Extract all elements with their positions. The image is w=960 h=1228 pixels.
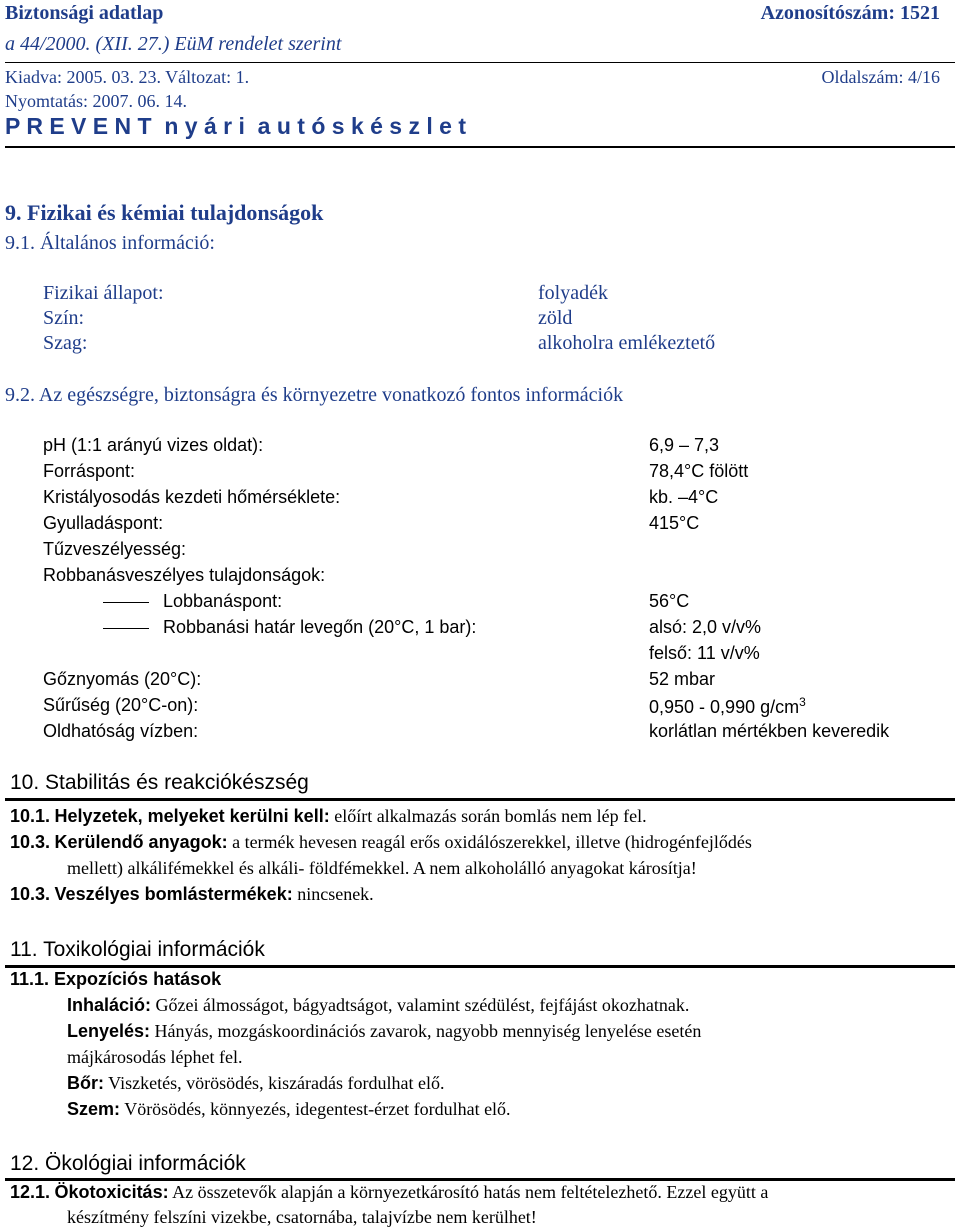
- document-title: Biztonsági adatlap: [5, 2, 164, 24]
- density-label: Sűrűség (20°C-on):: [43, 695, 199, 715]
- section-10-decomposition-label: Veszélyes bomlástermékek:: [54, 884, 293, 904]
- section-9-title: 9. Fizikai és kémiai tulajdonságok: [5, 200, 324, 225]
- section-10-3-text: a termék hevesen reagál erős oxidálószerekkel, illetve (hidrogénfejlődés: [227, 832, 752, 852]
- density-number: 0,950 - 0,990 g/cm: [649, 697, 800, 717]
- odor-label: Szag:: [43, 332, 88, 354]
- skin-text: Viszketés, vörösödés, kiszáradás fordulhat elő.: [104, 1073, 445, 1093]
- flash-point-row: [103, 591, 282, 612]
- section-12-1-line: [10, 1182, 768, 1203]
- explosion-limit-row: [103, 617, 476, 638]
- color-value: zöld: [538, 307, 573, 329]
- boiling-point-value: 78,4°C fölött: [649, 461, 749, 481]
- density-value: [649, 695, 806, 718]
- explosion-limit-lower: alsó: 2,0 v/v%: [649, 617, 762, 637]
- density-exponent: 3: [799, 695, 806, 709]
- product-name: P R E V E N T n y á r i a u t ó s k é s z l e t: [5, 113, 466, 139]
- solubility-label: Oldhatóság vízben:: [43, 721, 199, 741]
- section-12-1-number: 12.1.: [10, 1182, 51, 1202]
- ingestion-label: Lenyelés:: [67, 1021, 151, 1041]
- section-11-title: 11. Toxikológiai információk: [10, 938, 265, 961]
- regulation-reference: a 44/2000. (XII. 27.) EüM rendelet szerint: [5, 33, 342, 55]
- page-number: Oldalszám: 4/16: [821, 67, 940, 87]
- section-11-1-title: 11.1. Expozíciós hatások: [10, 969, 222, 989]
- ingestion-continuation: májkárosodás léphet fel.: [67, 1047, 243, 1067]
- boiling-point-label: Forráspont:: [43, 461, 136, 481]
- flash-point-label: Lobbanáspont:: [163, 591, 283, 611]
- section-12-title: 12. Ökológiai információk: [10, 1152, 246, 1175]
- flash-point-value: 56°C: [649, 591, 690, 611]
- odor-value: alkoholra emlékeztető: [538, 332, 716, 354]
- section-12-1-label: Ökotoxicitás:: [54, 1182, 169, 1202]
- section-10-1-label: Helyzetek, melyeket kerülni kell:: [54, 806, 330, 826]
- section-10-3-label: Kerülendő anyagok:: [54, 832, 228, 852]
- section-11-underline: [5, 965, 955, 968]
- section-10-title: 10. Stabilitás és reakciókészség: [10, 771, 309, 794]
- eye-label: Szem:: [67, 1099, 121, 1119]
- ignition-label: Gyulladáspont:: [43, 513, 164, 533]
- solubility-value: korlátlan mértékben keveredik: [649, 721, 890, 741]
- section-9-2-title: 9.2. Az egészségre, biztonságra és környezetre vonatkozó fontos információk: [5, 384, 624, 406]
- inhalation-text: Gőzei álmosságot, bágyadtságot, valamint szédülést, fejfájást okozhatnak.: [151, 995, 690, 1015]
- section-10-1-text: előírt alkalmazás során bomlás nem lép fel.: [329, 806, 647, 826]
- inhalation-label: Inhaláció:: [67, 995, 152, 1015]
- explosive-properties-label: Robbanásveszélyes tulajdonságok:: [43, 565, 326, 585]
- state-label: Fizikai állapot:: [43, 282, 164, 304]
- flammability-label: Tűzveszélyesség:: [43, 539, 187, 559]
- section-12-1-text: Az összetevők alapján a környezetkárosító hatás nem feltételezhető. Ezzel együtt a: [168, 1182, 769, 1202]
- section-12-1-continuation: készítmény felszíni vizekbe, csatornába, talajvízbe nem kerülhet!: [67, 1207, 537, 1227]
- ph-label: pH (1:1 arányú vizes oldat):: [43, 435, 264, 455]
- section-10-decomposition-line: [10, 884, 374, 905]
- section-9-1-title: 9.1. Általános információ:: [5, 232, 215, 254]
- dash-bullet: [103, 628, 149, 630]
- vapor-pressure-value: 52 mbar: [649, 669, 716, 689]
- section-12-underline: [5, 1178, 955, 1181]
- inhalation-line: [67, 995, 689, 1016]
- section-10-underline: [5, 798, 955, 801]
- dash-bullet: [103, 602, 149, 604]
- explosion-limit-label: Robbanási határ levegőn (20°C, 1 bar):: [163, 617, 477, 637]
- section-10-3-line: [10, 832, 752, 853]
- ph-value: 6,9 – 7,3: [649, 435, 720, 455]
- eye-line: [67, 1099, 511, 1120]
- crystallization-value: kb. –4°C: [649, 487, 719, 507]
- section-10-3-number: 10.3.: [10, 832, 51, 852]
- vapor-pressure-label: Gőznyomás (20°C):: [43, 669, 202, 689]
- section-10-1-line: [10, 806, 647, 827]
- state-value: folyadék: [538, 282, 608, 304]
- section-10-decomposition-text: nincsenek.: [292, 884, 374, 904]
- issue-info: Kiadva: 2005. 03. 23. Változat: 1.: [5, 67, 250, 87]
- color-label: Szín:: [43, 307, 85, 329]
- section-10-1-number: 10.1.: [10, 806, 51, 826]
- skin-label: Bőr:: [67, 1073, 104, 1093]
- ingestion-text: Hányás, mozgáskoordinációs zavarok, nagyobb mennyiség lenyelése esetén: [150, 1021, 702, 1041]
- eye-text: Vörösödés, könnyezés, idegentest-érzet fordulhat elő.: [120, 1099, 511, 1119]
- header-divider: [5, 62, 955, 63]
- print-date: Nyomtatás: 2007. 06. 14.: [5, 91, 187, 111]
- skin-line: [67, 1073, 445, 1094]
- crystallization-label: Kristályosodás kezdeti hőmérséklete:: [43, 487, 341, 507]
- section-10-3-continuation: mellett) alkálifémekkel és alkáli- földfémekkel. A nem alkoholálló anyagokat károsítja!: [67, 858, 697, 878]
- ingestion-line: [67, 1021, 701, 1042]
- document-id: Azonosítószám: 1521: [760, 2, 940, 24]
- ignition-value: 415°C: [649, 513, 700, 533]
- product-divider: [5, 146, 955, 148]
- explosion-limit-upper: felső: 11 v/v%: [649, 643, 760, 663]
- section-10-decomposition-number: 10.3.: [10, 884, 51, 904]
